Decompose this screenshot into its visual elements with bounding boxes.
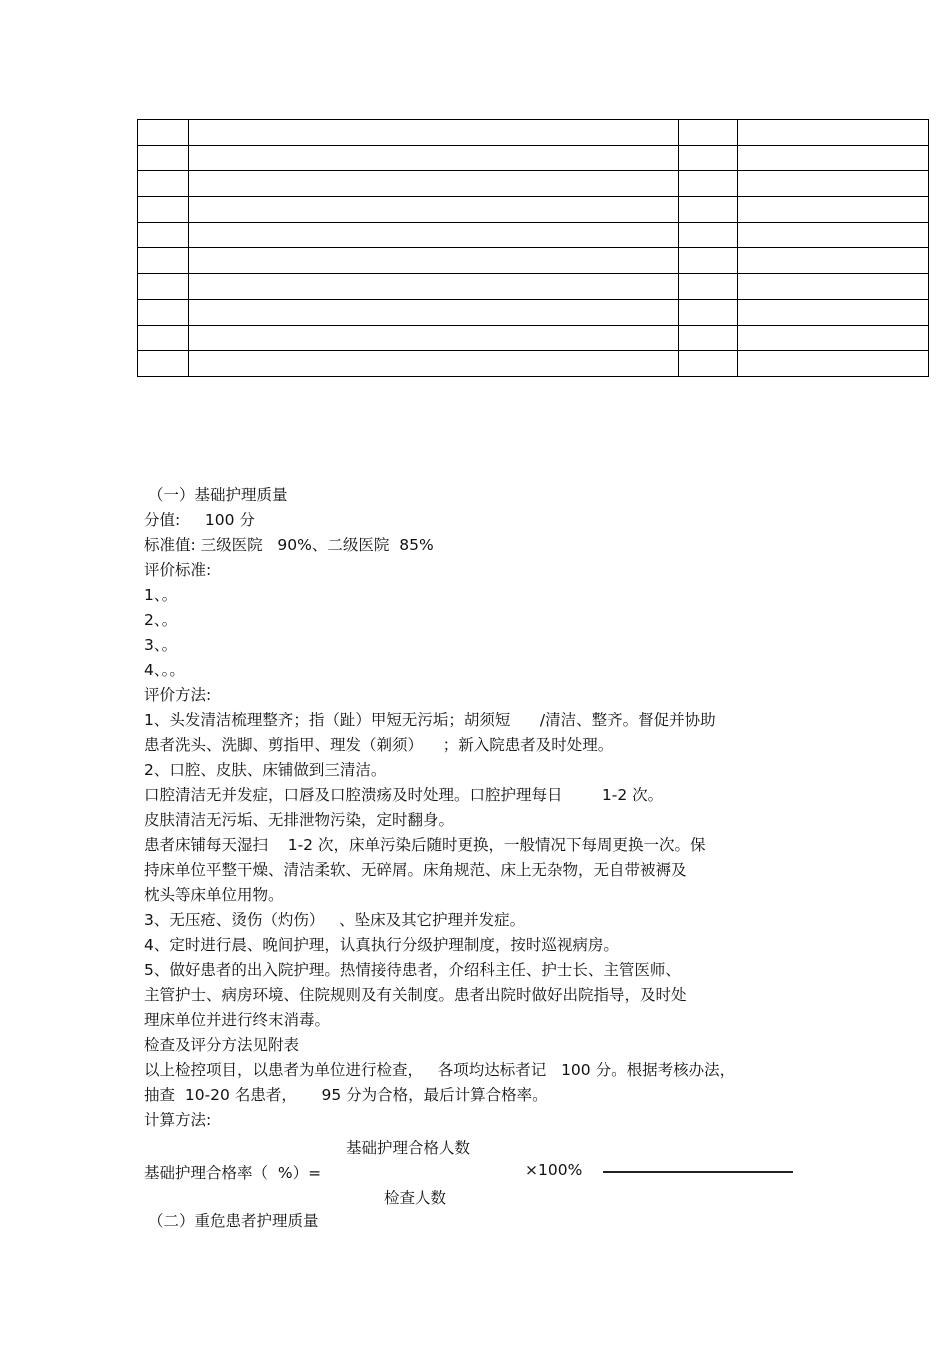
table-cell — [679, 351, 738, 377]
table-cell — [738, 325, 929, 351]
criteria-item: 1、。 — [144, 586, 178, 604]
formula-lhs: 基础护理合格率（ %）= — [144, 1164, 322, 1182]
table-cell — [738, 351, 929, 377]
table-cell — [138, 222, 189, 248]
table-cell — [679, 274, 738, 300]
table-cell — [189, 222, 679, 248]
method-line: 4、定时进行晨、晚间护理，认真执行分级护理制度，按时巡视病房。 — [144, 936, 619, 954]
table-cell — [738, 197, 929, 223]
table-cell — [189, 299, 679, 325]
next-section-title: （二）重危患者护理质量 — [148, 1212, 319, 1230]
table-cell — [189, 248, 679, 274]
criteria-item: 4、。。 — [144, 661, 185, 679]
table-row — [138, 171, 929, 197]
method-line: 计算方法: — [144, 1111, 212, 1129]
method-line: 主管护士、病房环境、住院规则及有关制度。患者出院时做好出院指导，及时处 — [144, 986, 687, 1004]
table-cell — [679, 197, 738, 223]
criteria-item: 3、。 — [144, 636, 178, 654]
formula-rhs: ×100% — [525, 1161, 583, 1179]
table-row — [138, 145, 929, 171]
table-row — [138, 222, 929, 248]
table-cell — [138, 197, 189, 223]
table-row — [138, 197, 929, 223]
method-line: 理床单位并进行终末消毒。 — [144, 1011, 331, 1029]
table-cell — [738, 171, 929, 197]
standard-line: 标准值: 三级医院 90%、二级医院 85% — [144, 536, 434, 554]
table-cell — [138, 120, 189, 146]
method-line: 患者洗头、洗脚、剪指甲、理发（剃须） ；新入院患者及时处理。 — [144, 736, 614, 754]
table-cell — [138, 299, 189, 325]
table-cell — [138, 325, 189, 351]
method-line: 抽查 10-20 名患者， 95 分为合格，最后计算合格率。 — [144, 1086, 548, 1104]
table-cell — [138, 274, 189, 300]
table-cell — [679, 120, 738, 146]
table-cell — [138, 145, 189, 171]
table-cell — [138, 351, 189, 377]
table-cell — [679, 145, 738, 171]
table-row — [138, 120, 929, 146]
table-cell — [679, 299, 738, 325]
criteria-item: 2、。 — [144, 611, 178, 629]
score-line: 分值: 100 分 — [144, 511, 255, 529]
table-cell — [679, 325, 738, 351]
table-cell — [189, 197, 679, 223]
table-cell — [738, 222, 929, 248]
table-cell — [679, 222, 738, 248]
table-cell — [738, 299, 929, 325]
table-cell — [189, 145, 679, 171]
empty-table — [137, 119, 929, 377]
method-line: 检查及评分方法见附表 — [144, 1036, 300, 1054]
table-cell — [189, 351, 679, 377]
table-cell — [679, 171, 738, 197]
table-cell — [189, 171, 679, 197]
method-label: 评价方法: — [144, 686, 212, 704]
table-cell — [738, 145, 929, 171]
method-line: 口腔清洁无并发症，口唇及口腔溃疡及时处理。口腔护理每日 1-2 次。 — [144, 786, 664, 804]
formula-denominator: 检查人数 — [384, 1189, 447, 1207]
table-row — [138, 274, 929, 300]
table-row — [138, 299, 929, 325]
criteria-label: 评价标准: — [144, 561, 212, 579]
formula-numerator: 基础护理合格人数 — [346, 1139, 471, 1157]
table-cell — [738, 120, 929, 146]
method-line: 1、头发清洁梳理整齐；指（趾）甲短无污垢；胡须短 /清洁、整齐。督促并协助 — [144, 711, 716, 729]
fraction-line — [603, 1171, 793, 1173]
method-line: 5、做好患者的出入院护理。热情接待患者，介绍科主任、护士长、主管医师、 — [144, 961, 681, 979]
table-cell — [138, 171, 189, 197]
table-cell — [738, 274, 929, 300]
table-cell — [738, 248, 929, 274]
table-row — [138, 351, 929, 377]
method-line: 以上检控项目，以患者为单位进行检查， 各项均达标者记 100 分。根据考核办法， — [144, 1061, 736, 1079]
method-line: 2、口腔、皮肤、床铺做到三清洁。 — [144, 761, 387, 779]
table-row — [138, 325, 929, 351]
table-cell — [679, 248, 738, 274]
method-line: 持床单位平整干燥、清洁柔软、无碎屑。床角规范、床上无杂物，无自带被褥及 — [144, 861, 687, 879]
table-cell — [138, 248, 189, 274]
method-line: 皮肤清洁无污垢、无排泄物污染，定时翻身。 — [144, 811, 455, 829]
table-cell — [189, 274, 679, 300]
section-title: （一）基础护理质量 — [148, 486, 288, 504]
table-cell — [189, 325, 679, 351]
table-cell — [189, 120, 679, 146]
method-line: 枕头等床单位用物。 — [144, 886, 284, 904]
method-line: 患者床铺每天湿扫 1-2 次，床单污染后随时更换，一般情况下每周更换一次。保 — [144, 836, 706, 854]
table-row — [138, 248, 929, 274]
method-line: 3、无压疮、烫伤（灼伤） 、坠床及其它护理并发症。 — [144, 911, 526, 929]
